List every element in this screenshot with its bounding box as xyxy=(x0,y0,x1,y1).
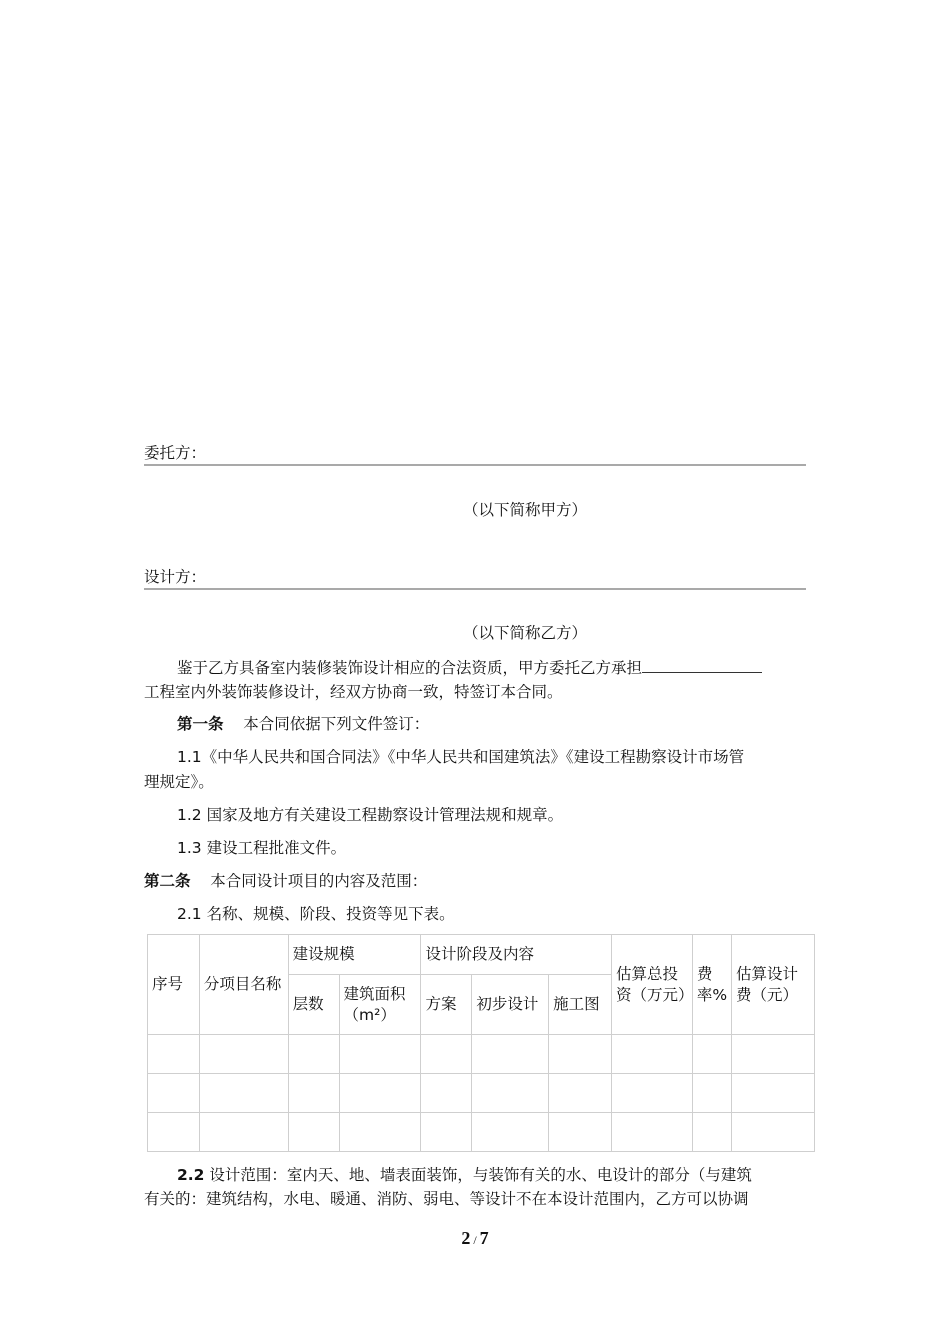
client-note: （以下简称甲方） xyxy=(463,501,588,519)
table-row xyxy=(148,1035,815,1074)
designer-label: 设计方： xyxy=(144,568,207,586)
intro-paragraph-line2: 工程室内外装饰装修设计，经双方协商一致，特签订本合同。 xyxy=(144,683,563,701)
clause-2-2-number: 2.2 xyxy=(177,1166,205,1184)
intro-paragraph-line1 xyxy=(177,658,762,678)
article1-text: 本合同依据下列文件签订： xyxy=(243,715,430,733)
client-label: 委托方： xyxy=(144,444,207,462)
clause-1-2: 1.2 国家及地方有关建设工程勘察设计管理法规和规章。 xyxy=(177,806,564,824)
header-scale: 建设规模 xyxy=(288,935,421,975)
table-row xyxy=(148,1074,815,1113)
table-row xyxy=(148,1113,815,1152)
clause-2-1: 2.1 名称、规模、阶段、投资等见下表。 xyxy=(177,905,455,923)
article2-text: 本合同设计项目的内容及范围： xyxy=(210,872,428,890)
project-table xyxy=(147,934,815,1152)
clause-2-2-line1 xyxy=(177,1165,752,1185)
header-rate: 费率% xyxy=(692,935,731,1035)
article1-title: 第一条 xyxy=(177,715,224,733)
page-total: 7 xyxy=(479,1228,489,1248)
designer-note: （以下简称乙方） xyxy=(463,624,588,642)
article1-heading xyxy=(177,714,429,734)
client-underline xyxy=(144,464,806,466)
clause-2-2-line2: 有关的：建筑结构，水电、暖通、消防、弱电、等设计不在本设计范围内，乙方可以协调 xyxy=(144,1190,749,1208)
clause-1-3: 1.3 建设工程批准文件。 xyxy=(177,839,347,857)
designer-underline xyxy=(144,588,806,590)
clause-1-1-line2: 理规定》。 xyxy=(144,773,214,791)
header-stage: 设计阶段及内容 xyxy=(421,935,612,975)
page-current: 2 xyxy=(461,1228,471,1248)
header-floors: 层数 xyxy=(288,975,339,1035)
header-area: 建筑面积（m²） xyxy=(339,975,421,1035)
article2-heading xyxy=(144,871,427,891)
header-preliminary: 初步设计 xyxy=(472,975,549,1035)
page-separator: / xyxy=(470,1233,480,1247)
header-scheme: 方案 xyxy=(421,975,472,1035)
project-name-blank xyxy=(642,658,762,673)
header-construction: 施工图 xyxy=(549,975,612,1035)
page-number xyxy=(0,1228,950,1249)
header-fee: 估算设计费（元） xyxy=(732,935,815,1035)
header-investment: 估算总投资（万元） xyxy=(611,935,692,1035)
intro-text: 鉴于乙方具备室内装修装饰设计相应的合法资质，甲方委托乙方承担 xyxy=(177,659,643,677)
article2-title: 第二条 xyxy=(144,872,191,890)
header-no: 序号 xyxy=(148,935,200,1035)
header-name: 分项目名称 xyxy=(199,935,288,1035)
clause-2-2-text: 设计范围：室内天、地、墙表面装饰，与装饰有关的水、电设计的部分（与建筑 xyxy=(209,1166,752,1184)
clause-1-1-line1: 1.1《中华人民共和国合同法》《中华人民共和国建筑法》《建设工程勘察设计市场管 xyxy=(177,748,745,766)
